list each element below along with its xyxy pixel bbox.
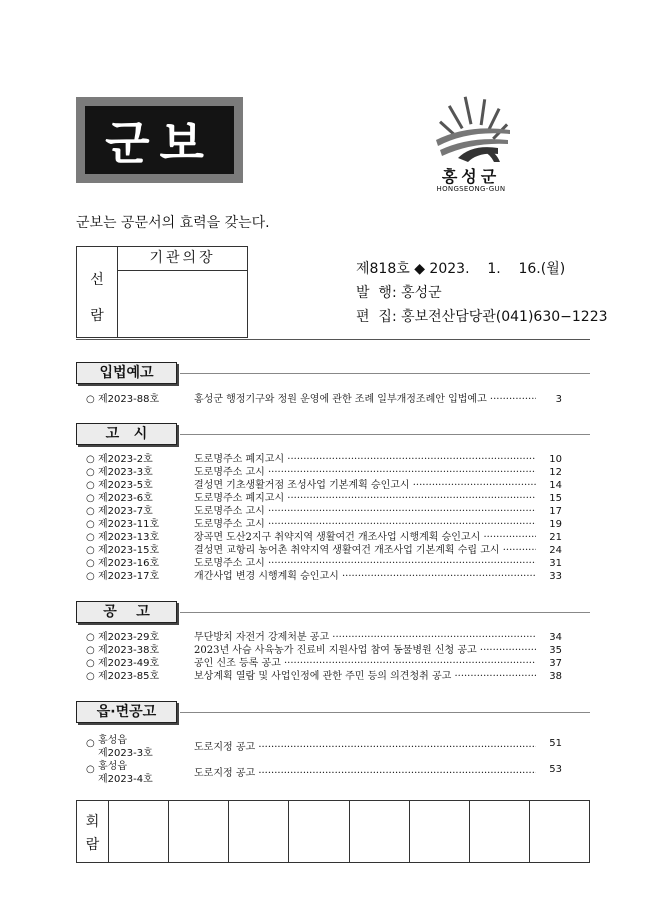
toc-number: 제2023-2호 xyxy=(98,454,153,465)
toc-page: 3 xyxy=(555,394,562,405)
section-legislative-notice xyxy=(76,362,177,384)
toc-number: 제2023-88호 xyxy=(98,394,160,405)
toc-page: 35 xyxy=(549,645,562,656)
bullet-circle-icon: ○ xyxy=(86,738,95,749)
bullet-circle-icon: ○ xyxy=(86,671,95,682)
logo-name: 홍성군 xyxy=(441,167,501,186)
toc-page: 15 xyxy=(549,493,562,504)
toc-page: 24 xyxy=(549,545,562,556)
toc-title: 결성면 기초생활거점 조성사업 기본계획 승인고시 ····· xyxy=(194,479,536,492)
toc-row[interactable] xyxy=(86,657,562,670)
section-announcement xyxy=(76,423,177,445)
toc-row[interactable] xyxy=(86,670,562,683)
toc-title: 개간사업 변경 시행계획 승인고시 ····· xyxy=(194,570,536,583)
toc-page: 33 xyxy=(549,571,562,582)
section-rule xyxy=(180,434,590,435)
section-rule xyxy=(180,373,590,374)
bullet-circle-icon: ○ xyxy=(86,558,95,569)
toc-row[interactable] xyxy=(86,544,562,557)
section-heading: 읍·면공고 xyxy=(96,704,157,720)
subtitle: 군보는 공문서의 효력을 갖는다. xyxy=(76,215,270,231)
bullet-circle-icon: ○ xyxy=(86,454,95,465)
toc-page: 17 xyxy=(549,506,562,517)
bullet-circle-icon: ○ xyxy=(86,493,95,504)
bullet-circle-icon: ○ xyxy=(86,545,95,556)
toc-row[interactable] xyxy=(86,466,562,479)
toc-page: 19 xyxy=(549,519,562,530)
section-rule xyxy=(180,612,590,613)
review-box xyxy=(76,800,590,863)
toc-page: 51 xyxy=(549,738,562,749)
toc-row[interactable] xyxy=(86,557,562,570)
toc-row[interactable] xyxy=(86,393,562,406)
toc-page: 34 xyxy=(549,632,562,643)
section-heading: 공 고 xyxy=(103,604,150,620)
circulation-label-bottom: 람 xyxy=(90,308,104,324)
toc-number: 제2023-4호 xyxy=(98,774,153,785)
header-divider xyxy=(76,339,590,340)
toc-page: 10 xyxy=(549,454,562,465)
bullet-circle-icon: ○ xyxy=(86,764,95,775)
logo-english-name: HONGSEONG-GUN xyxy=(436,185,506,193)
publisher-line: 발 행: 홍성군 xyxy=(356,285,442,301)
circulation-header: 기관의장 xyxy=(118,247,247,271)
toc-number: 제2023-6호 xyxy=(98,493,153,504)
toc-number: 제2023-16호 xyxy=(98,558,160,569)
review-label-bottom: 람 xyxy=(85,837,100,853)
section-heading: 입법예고 xyxy=(99,365,154,381)
review-cell xyxy=(289,801,349,862)
toc-org: 홍성읍 xyxy=(98,761,127,772)
toc-title: 보상계획 열람 및 사업인정에 관한 주민 등의 의견청취 공고 ····· xyxy=(194,670,536,683)
toc-number: 제2023-38호 xyxy=(98,645,160,656)
toc-number: 제2023-13호 xyxy=(98,532,160,543)
issue-line: 제818호 ◆ 2023. 1. 16.(월) xyxy=(356,261,566,277)
toc-row[interactable] xyxy=(86,453,562,466)
toc-number: 제2023-17호 xyxy=(98,571,160,582)
toc-number: 제2023-5호 xyxy=(98,480,153,491)
toc-row[interactable] xyxy=(86,505,562,518)
toc-title: 도로지정 공고 ····· xyxy=(194,738,536,753)
toc-page: 31 xyxy=(549,558,562,569)
bullet-circle-icon: ○ xyxy=(86,480,95,491)
toc-title: 결성면 교항리 농어촌 취약지역 생활여건 개조사업 기본계획 수립 고시 ····· xyxy=(194,544,536,557)
bullet-circle-icon: ○ xyxy=(86,506,95,517)
toc-number: 제2023-3호 xyxy=(98,467,153,478)
toc-title: 무단방치 자전거 강제처분 공고 ····· xyxy=(194,631,536,644)
bullet-circle-icon: ○ xyxy=(86,632,95,643)
review-cell xyxy=(169,801,229,862)
toc-number: 제2023-15호 xyxy=(98,545,160,556)
toc-title: 도로명주소 고시 ····· xyxy=(194,518,536,531)
review-cell xyxy=(109,801,169,862)
circulation-label xyxy=(77,247,118,337)
toc-row[interactable] xyxy=(86,479,562,492)
toc-page: 12 xyxy=(549,467,562,478)
review-cell xyxy=(350,801,410,862)
review-label xyxy=(77,801,109,862)
toc-title: 공인 신조 등록 공고 ····· xyxy=(194,657,536,670)
toc-row[interactable] xyxy=(86,570,562,583)
section-town-notice xyxy=(76,701,177,723)
toc-number: 제2023-3호 xyxy=(98,748,153,759)
toc-title: 2023년 사슴 사육농가 진료비 지원사업 참여 동물병원 신청 공고 ····· xyxy=(194,644,536,657)
toc-row[interactable] xyxy=(86,492,562,505)
toc-title: 도로명주소 고시 ····· xyxy=(194,557,536,570)
section-public-notice xyxy=(76,601,177,623)
bullet-circle-icon: ○ xyxy=(86,658,95,669)
toc-row[interactable] xyxy=(86,757,562,783)
toc-page: 14 xyxy=(549,480,562,491)
toc-number: 제2023-85호 xyxy=(98,671,160,682)
toc-number: 제2023-7호 xyxy=(98,506,153,517)
section-rule xyxy=(180,712,590,713)
toc-title: 도로명주소 폐지고시 ····· xyxy=(194,453,536,466)
review-cell xyxy=(410,801,470,862)
bullet-circle-icon: ○ xyxy=(86,532,95,543)
section-heading: 고 시 xyxy=(105,426,148,442)
review-label-top: 회 xyxy=(85,814,100,830)
toc-row[interactable] xyxy=(86,531,562,544)
review-cell xyxy=(530,801,589,862)
toc-title: 도로명주소 고시 ····· xyxy=(194,466,536,479)
circulation-label-top: 선 xyxy=(90,272,104,288)
toc-title: 홍성군 행정기구와 정원 운영에 관한 조례 일부개정조례안 입법예고 ····· xyxy=(194,393,536,406)
toc-title: 도로명주소 폐지고시 ····· xyxy=(194,492,536,505)
toc-number: 제2023-11호 xyxy=(98,519,160,530)
toc-number: 제2023-29호 xyxy=(98,632,160,643)
toc-page: 37 xyxy=(549,658,562,669)
toc-row[interactable] xyxy=(86,631,562,644)
toc-row[interactable] xyxy=(86,518,562,531)
toc-page: 53 xyxy=(549,764,562,775)
toc-title: 장곡면 도산2지구 취약지역 생활여건 개조사업 시행계획 승인고시 ····· xyxy=(194,531,536,544)
bullet-circle-icon: ○ xyxy=(86,519,95,530)
editor-line: 편 집: 홍보전산담당관(041)630−1223 xyxy=(356,309,608,325)
review-cell xyxy=(470,801,530,862)
toc-row[interactable] xyxy=(86,731,562,757)
toc-row[interactable] xyxy=(86,644,562,657)
bulletin-title: 군보 xyxy=(105,116,214,170)
toc-number: 제2023-49호 xyxy=(98,658,160,669)
toc-title: 도로지정 공고 ····· xyxy=(194,764,536,779)
circulation-box xyxy=(76,246,248,338)
bullet-circle-icon: ○ xyxy=(86,467,95,478)
title-box xyxy=(76,97,243,183)
bullet-circle-icon: ○ xyxy=(86,394,95,405)
toc-page: 21 xyxy=(549,532,562,543)
title-inner xyxy=(85,106,234,174)
toc-page: 38 xyxy=(549,671,562,682)
bullet-circle-icon: ○ xyxy=(86,645,95,656)
bullet-circle-icon: ○ xyxy=(86,571,95,582)
review-cell xyxy=(229,801,289,862)
toc-org: 홍성읍 xyxy=(98,735,127,746)
toc-title: 도로명주소 고시 ····· xyxy=(194,505,536,518)
